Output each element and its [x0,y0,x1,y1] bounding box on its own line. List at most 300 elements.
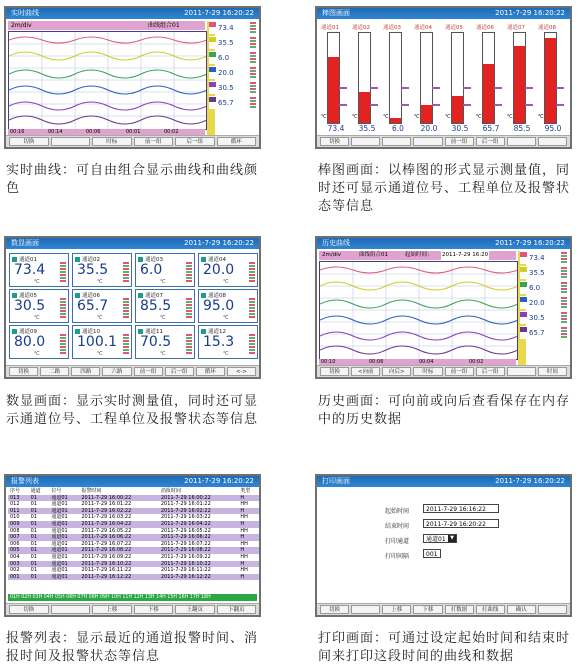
channel-name: 通道07 [145,293,163,299]
unit-label: ℃ [34,315,40,321]
channel-name: 通道06 [82,293,100,299]
table-row[interactable] [8,514,259,521]
next-group-button[interactable]: 后一组 [165,367,194,376]
alarm-indicator-icon [123,334,129,354]
two-way-button[interactable]: 二路 [40,367,69,376]
table-cell: 通道01 [51,540,68,547]
bar-fill [545,38,556,124]
next-group-button[interactable]: 后一组 [175,137,215,146]
caption: 历史画面：可向前或向后查看保存在内存中的历史数据 [318,394,571,427]
start-time-label: 起始时间： [405,252,433,258]
table-cell: 01 [30,553,38,560]
table-cell: H [240,573,245,580]
table-cell: 01 [30,573,38,580]
print-curve-button[interactable]: 打曲线 [476,605,505,614]
bar-fill [328,57,339,123]
channel-value: 73.4 [520,251,568,264]
value-cell [198,325,258,359]
move-up-button[interactable]: 上移 [92,605,132,614]
bar-column [476,25,506,133]
time-label: 00:10 [321,359,336,365]
channel-name: 通道09 [19,329,37,335]
bar-channel-label: 通道03 [383,25,401,31]
bar-channel-label: 通道05 [445,25,463,31]
table-cell: H [240,560,245,567]
alarm-rows [8,495,259,581]
timemark-button[interactable]: 时标 [92,137,132,146]
print-channel-select[interactable]: 通道01 ▼ [423,534,457,543]
table-cell: 2011-7-29 16:09:22 [160,553,211,560]
history-chart [319,261,518,360]
switch-button[interactable]: 切换 [320,605,349,614]
table-cell: 008 [10,527,20,534]
swatch-icon [209,97,216,102]
panel-title: 棒图画面 [322,9,350,17]
table-cell: 01 [30,534,38,541]
bar-value: 85.5 [513,124,531,133]
value-cell [198,253,258,287]
alarm-flag-icon [401,104,409,106]
title-bar [317,476,570,487]
blank-button[interactable] [538,137,567,146]
value-cell [72,289,132,323]
alarm-flag-icon [525,104,533,106]
table-cell: 2011-7-29 16:01:22 [81,501,132,508]
end-time-field[interactable]: 2011-7-29 16:20:22 [423,519,499,528]
curve-4 [9,86,206,94]
table-cell: HH [240,501,248,508]
bar-channel-label: 通道01 [321,25,339,31]
column-header: 类型 [240,488,251,494]
alarm-flag-icon [370,87,378,89]
table-cell: 01 [30,514,38,521]
prev-group-button[interactable]: 前一组 [134,367,163,376]
alarm-flag-icon [370,104,378,106]
table-cell: HH [240,567,248,574]
table-row[interactable] [8,534,259,541]
alarm-flag-icon [556,104,564,106]
print-channel-label: 打印通道 [385,538,410,545]
table-cell: 2011-7-29 16:00:22 [81,494,132,501]
swatch-icon [520,267,527,272]
table-cell: 通道01 [51,547,68,554]
table-row[interactable] [8,561,259,568]
channel-value: 65.7 [520,326,568,339]
table-cell: H [240,534,245,541]
softkey-bar [6,135,259,147]
bar-channel-label: 通道07 [507,25,525,31]
start-time-field[interactable]: 2011-7-29 16:16:22 [423,504,499,513]
table-cell: 2011-7-29 16:11:22 [160,567,211,574]
channel-value: 20.0 [203,262,235,278]
blank-button[interactable] [351,605,380,614]
channel-value: 30.5 [520,311,568,324]
unit-label: ℃ [476,114,482,120]
table-cell: 通道01 [51,527,68,534]
table-cell: 2011-7-29 16:05:22 [160,527,211,534]
channel-value-list [209,21,257,111]
channel-value: 73.4 [209,21,257,34]
alarm-indicator-icon [249,334,255,354]
bar-channel-label: 通道02 [352,25,370,31]
channel-value: 70.5 [140,334,172,350]
div-label: 2m/div [322,252,341,258]
alarm-indicator-icon [123,298,129,318]
curve-5 [320,332,517,340]
four-way-button[interactable]: 四路 [71,367,100,376]
unit-label: ℃ [34,351,40,357]
table-row[interactable] [8,495,259,502]
table-cell: 2011-7-29 16:08:22 [81,547,132,554]
unit-label: ℃ [538,114,544,120]
forward-button[interactable]: 向后> [382,367,411,376]
prev-group-button[interactable]: 前一组 [445,137,474,146]
table-cell: 2011-7-29 16:07:22 [81,540,132,547]
table-cell: 2011-7-29 16:12:22 [160,573,211,580]
print-data-button[interactable]: 打数据 [445,605,474,614]
cycle-button[interactable]: 循环 [196,367,225,376]
curve-3 [9,70,206,78]
cycle-button[interactable]: 循环 [217,137,257,146]
switch-button[interactable]: 切换 [320,367,349,376]
softkey-bar [317,603,570,615]
switch-button[interactable]: 切换 [9,605,49,614]
bar-tube [327,32,340,124]
table-cell: 2011-7-29 16:06:22 [81,534,132,541]
table-cell: HH [240,540,248,547]
value-cell [135,289,195,323]
table-cell: H [240,507,245,514]
prev-group-button[interactable]: 前一组 [445,367,474,376]
bar-fill [514,46,525,123]
table-row[interactable] [8,574,259,581]
table-cell: 01 [30,501,38,508]
table-cell: 通道01 [51,553,68,560]
panel-title: 报警列表 [11,477,39,485]
history-curve-panel [315,236,572,379]
table-cell: 2011-7-29 16:07:22 [160,540,211,547]
trend-chart [8,31,207,130]
blank-button[interactable] [382,137,411,146]
channel-name: 通道10 [82,329,100,335]
swatch-icon [209,22,216,27]
bar-column [507,25,537,133]
table-cell: 2011-7-29 16:02:22 [81,507,132,514]
six-way-button[interactable]: 六路 [102,367,131,376]
bar-value: 65.7 [482,124,500,133]
table-cell: 2011-7-29 16:02:22 [160,507,211,514]
swap-button[interactable]: <-> [227,367,256,376]
table-cell: 010 [10,514,20,521]
panel-title: 实时曲线 [11,9,39,17]
unit-label: ℃ [414,114,420,120]
table-cell: 2011-7-29 16:04:22 [160,520,211,527]
alarm-flag-icon [463,104,471,106]
bar-value: 6.0 [392,124,404,133]
table-row[interactable] [8,501,259,508]
value-cell [72,325,132,359]
table-cell: HH [240,553,248,560]
table-cell: HH [240,514,248,521]
table-cell: 通道01 [51,520,68,527]
value-cell [135,253,195,287]
move-down-button[interactable]: 下移 [413,605,442,614]
title-bar [6,476,259,487]
channel-value: 20.0 [520,296,568,309]
column-header: 消报时间 [160,488,181,494]
alarm-flag-icon [556,87,564,89]
bar-tube [544,32,557,124]
bar-tube [451,32,464,124]
blank-button[interactable] [351,137,380,146]
div-label: 2m/div [11,22,32,29]
bar-fill [483,64,494,123]
blank-button[interactable] [538,605,567,614]
table-cell: H [240,520,245,527]
table-cell: 通道01 [51,514,68,521]
value-cell [9,253,69,287]
print-interval-field[interactable]: 001 [423,549,441,558]
time-label: 00:16 [10,129,25,135]
curve-1 [9,37,206,43]
curve-6 [320,346,517,354]
table-cell: 2011-7-29 16:10:22 [81,560,132,567]
table-cell: H [240,547,245,554]
switch-button[interactable]: 切换 [9,137,49,146]
table-row[interactable] [8,547,259,554]
switch-button[interactable]: 切换 [320,137,349,146]
channel-value: 35.5 [520,266,568,279]
table-row[interactable] [8,541,259,548]
alarm-flag-icon [463,87,471,89]
softkey-bar [6,603,259,615]
table-cell: 通道01 [51,507,68,514]
unit-label: ℃ [445,114,451,120]
channel-name: 通道03 [145,257,163,263]
table-cell: 2011-7-29 16:01:22 [160,501,211,508]
column-header: 通道 [30,488,41,494]
table-cell: 2011-7-29 16:05:22 [81,527,132,534]
title-bar [317,238,570,249]
value-cell [9,325,69,359]
chevron-down-icon[interactable]: ▼ [448,535,456,542]
table-cell: 001 [10,573,20,580]
realtime-curve-panel [4,6,261,149]
curve-5 [9,102,206,110]
alarm-indicator-icon [561,282,567,293]
alarm-indicator-icon [250,97,256,108]
alarm-indicator-icon [123,262,129,282]
switch-button[interactable]: 切换 [9,367,38,376]
alarm-indicator-icon [561,312,567,323]
table-cell: H [240,494,245,501]
bar-value: 73.4 [327,124,345,133]
table-row[interactable] [8,508,259,515]
bar-tube [482,32,495,124]
move-down-button[interactable]: 下移 [134,605,174,614]
swatch-icon [209,67,216,72]
table-cell: 2011-7-29 16:09:22 [81,553,132,560]
alarm-flag-icon [494,104,502,106]
clock: 2011-7-29 16:20:22 [495,239,565,247]
alarm-indicator-icon [250,37,256,48]
unit-label: ℃ [321,114,327,120]
alarm-indicator-icon [561,267,567,278]
bar-graph-panel [315,6,572,149]
bar-value: 30.5 [451,124,469,133]
table-row[interactable] [8,554,259,561]
swatch-icon [520,297,527,302]
start-time-value[interactable]: 2011-7-29 16:20 [442,252,489,258]
alarm-indicator-icon [250,22,256,33]
softkey-bar [6,365,259,377]
channel-value: 20.0 [209,66,257,79]
bar-column [352,25,382,133]
alarm-flag-icon [432,104,440,106]
table-cell: 2011-7-29 16:00:22 [160,494,211,501]
move-up-button[interactable]: 上移 [382,605,411,614]
bar-fill [390,118,401,123]
blank-button[interactable] [507,367,536,376]
channel-value-list [520,251,568,341]
timemark-button[interactable]: 时标 [413,367,442,376]
table-cell: 通道01 [51,567,68,574]
channel-value: 6.0 [140,262,163,278]
bar-fill [452,96,463,123]
swatch-icon [209,82,216,87]
channel-value: 6.0 [520,281,568,294]
curve-6 [9,116,206,124]
blank-button[interactable] [51,137,91,146]
alarm-list-panel [4,474,261,617]
caption: 棒图画面：以棒图的形式显示测量值，同时还可显示通道位号、工程单位及报警状态等信息 [318,163,571,214]
next-group-button[interactable]: 后一组 [476,137,505,146]
channel-value: 80.0 [14,334,46,350]
blank-button[interactable] [413,137,442,146]
swatch-icon [520,282,527,287]
bar-value: 95.0 [544,124,562,133]
table-cell: 2011-7-29 16:03:22 [81,514,132,521]
bar-tube [420,32,433,124]
table-row[interactable] [8,521,259,528]
channel-name: 通道12 [208,329,226,335]
table-cell: 009 [10,520,20,527]
clock: 2011-7-29 16:20:22 [184,9,254,17]
table-cell: 2011-7-29 16:04:22 [81,520,132,527]
prev-group-button[interactable]: 前一组 [134,137,174,146]
column-header: 序号 [10,488,21,494]
table-cell: HH [240,527,248,534]
curve-3 [320,300,517,308]
column-header: 位号 [51,488,62,494]
panel-title: 打印画面 [322,477,350,485]
channel-name: 通道01 [19,257,37,263]
bar-column [414,25,444,133]
bar-value: 20.0 [420,124,438,133]
alarm-flag-icon [494,87,502,89]
group-label: 曲线组合01 [359,252,388,258]
channel-value: 65.7 [209,96,257,109]
info-bar [319,251,516,260]
unit-label: ℃ [97,279,103,285]
alarm-table [8,488,259,580]
alarm-flag-icon [339,104,347,106]
unit-label: ℃ [34,279,40,285]
bar-tube [513,32,526,124]
value-cell [9,289,69,323]
unit-label: ℃ [223,351,229,357]
bar-column [445,25,475,133]
channel-value: 35.5 [77,262,109,278]
table-cell: 007 [10,534,20,541]
clock: 2011-7-29 16:20:22 [495,9,565,17]
confirm-button[interactable]: 确认 [507,605,536,614]
alarm-indicator-icon [249,262,255,282]
alarm-indicator-icon [249,298,255,318]
bar-channel-label: 通道08 [538,25,556,31]
blank-button[interactable] [507,137,536,146]
alarm-indicator-icon [250,67,256,78]
alarm-indicator-icon [60,334,66,354]
table-cell: 通道01 [51,573,68,580]
title-bar [6,238,259,249]
channel-name: 通道02 [82,257,100,263]
channel-value: 15.3 [203,334,235,350]
table-cell: 2011-7-29 16:06:22 [160,534,211,541]
alarm-indicator-icon [561,327,567,338]
alarm-indicator-icon [60,298,66,318]
softkey-bar [317,135,570,147]
swatch-icon [209,52,216,57]
page-down-button[interactable]: 下翻页 [217,605,257,614]
alarm-indicator-icon [186,262,192,282]
panel-title: 历史曲线 [322,239,350,247]
bar-column [321,25,351,133]
table-row[interactable] [8,567,259,574]
swatch-icon [520,327,527,332]
clock: 2011-7-29 16:20:22 [495,477,565,485]
alarm-indicator-icon [60,262,66,282]
alarm-indicator-icon [186,298,192,318]
table-cell: 005 [10,547,20,554]
next-group-button[interactable]: 后一组 [476,367,505,376]
digital-display-panel [4,236,261,379]
bar-tube [389,32,402,124]
table-cell: 2011-7-29 16:12:22 [81,573,132,580]
unit-label: ℃ [223,315,229,321]
table-cell: 通道01 [51,494,68,501]
page-up-button[interactable]: 上翻页 [175,605,215,614]
info-bar [8,21,205,30]
alarm-status-bar: 01H 02H 03H 04H 05H 06H 07H 08H 09H 10H 11H 12H 13H 14H 15H 16H 17H 18H [8,594,257,601]
unit-label: ℃ [383,114,389,120]
table-cell: 通道01 [51,501,68,508]
time-button[interactable]: 时间 [538,367,567,376]
caption: 数显画面：显示实时测量值，同时还可显示通道位号、工程单位及报警状态等信息 [6,394,259,427]
alarm-flag-icon [525,87,533,89]
back-button[interactable]: <向前 [351,367,380,376]
table-row[interactable] [8,528,259,535]
bar-fill [421,105,432,123]
history-svg [320,262,517,359]
print-panel [315,474,572,617]
channel-value: 65.7 [77,298,109,314]
time-label: 00:02 [164,129,179,135]
channel-value: 30.5 [209,81,257,94]
swatch-icon [520,252,527,257]
channel-value: 35.5 [209,36,257,49]
blank-button[interactable] [51,605,91,614]
